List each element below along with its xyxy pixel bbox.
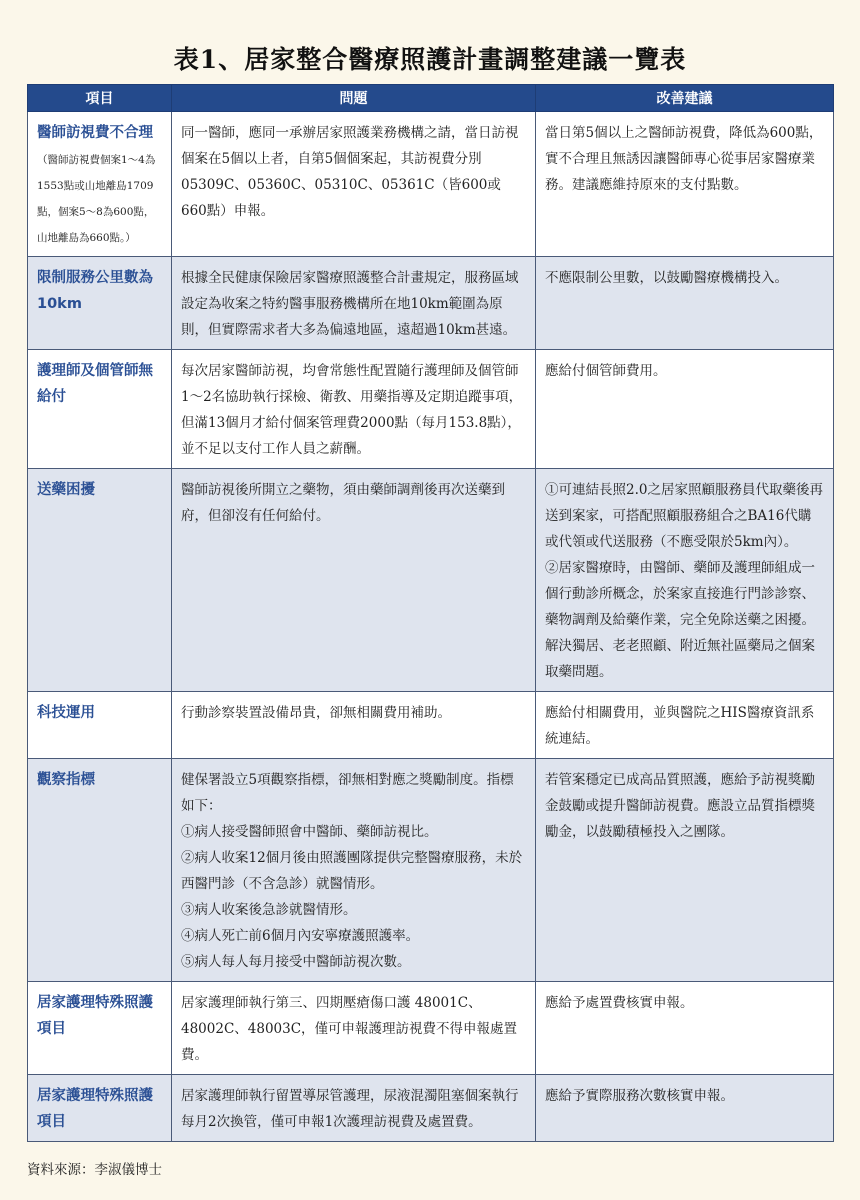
problem-text: 每次居家醫師訪視，均會常態性配置隨行護理師及個管師1～2名協助執行採檢、衛教、用藥指導及定期追蹤事項，但滿13個月才給付個案管理費2000點（每月153.8點），並不足以支付工作人員之薪酬。 <box>181 363 523 457</box>
header-item: 項目 <box>28 85 172 112</box>
problem-text: 根據全民健康保險居家醫療照護整合計畫規定，服務區域設定為收案之特約醫事服務機構所在地10km範圍為原則，但實際需求者大多為偏遠地區，遠超過10km甚遠。 <box>181 270 519 338</box>
item-label: 居家護理特殊照護項目 <box>37 995 153 1037</box>
problem-text: 醫師訪視後所開立之藥物，須由藥師調劑後再次送藥到府，但卻沒有任何給付。 <box>181 482 505 524</box>
item-label: 護理師及個管師無給付 <box>37 363 153 405</box>
problem-text: ②病人收案12個月後由照護團隊提供完整醫療服務，未於西醫門診（不含急診）就醫情形。 <box>181 850 523 892</box>
item-cell <box>28 1075 172 1142</box>
problem-text: ①病人接受醫師照會中醫師、藥師訪視比。 <box>181 824 438 840</box>
item-cell <box>28 112 172 257</box>
suggestion-cell <box>536 112 834 257</box>
header-suggestion: 改善建議 <box>536 85 834 112</box>
item-label: 送藥困擾 <box>37 482 95 498</box>
problem-cell <box>172 982 536 1075</box>
problem-cell <box>172 350 536 469</box>
suggestion-cell <box>536 1075 834 1142</box>
table-row <box>28 257 834 350</box>
suggestion-cell <box>536 350 834 469</box>
item-cell <box>28 350 172 469</box>
item-label: 觀察指標 <box>37 772 95 788</box>
table-row <box>28 1075 834 1142</box>
problem-cell <box>172 1075 536 1142</box>
item-cell <box>28 692 172 759</box>
item-note: （醫師訪視費個案1～4為1553點或山地離島1709點，個案5～8為600點，山地離島為660點。） <box>37 154 156 244</box>
problem-text: 同一醫師，應同一承辦居家照護業務機構之請，當日訪視個案在5個以上者，自第5個個案起，其訪視費分別05309C、05360C、05310C、05361C（皆600或660點）申報。 <box>181 125 519 219</box>
item-cell <box>28 982 172 1075</box>
suggestion-text: 若管案穩定已成高品質照護，應給予訪視獎勵金鼓勵或提升醫師訪視費。應設立品質指標獎勵金，以鼓勵積極投入之團隊。 <box>545 772 815 840</box>
table-row <box>28 759 834 982</box>
problem-cell <box>172 759 536 982</box>
problem-text: 行動診察裝置設備昂貴，卻無相關費用補助。 <box>181 705 451 721</box>
problem-text: ④病人死亡前6個月內安寧療護照護率。 <box>181 928 420 944</box>
suggestion-table <box>27 84 834 1142</box>
suggestion-text: 應給付個管師費用。 <box>545 363 667 379</box>
suggestion-cell <box>536 692 834 759</box>
suggestion-cell <box>536 469 834 692</box>
table-row <box>28 982 834 1075</box>
problem-cell <box>172 257 536 350</box>
problem-text: 健保署設立5項觀察指標，卻無相對應之獎勵制度。指標如下： <box>181 772 514 814</box>
suggestion-text: 不應限制公里數，以鼓勵醫療機構投入。 <box>545 270 788 286</box>
table-row <box>28 112 834 257</box>
problem-text: ③病人收案後急診就醫情形。 <box>181 902 357 918</box>
table-row <box>28 350 834 469</box>
suggestion-text: 應給予處置費核實申報。 <box>545 995 694 1011</box>
suggestion-text: 當日第5個以上之醫師訪視費，降低為600點，實不合理且無誘因讓醫師專心從事居家醫療業務。建議應維持原來的支付點數。 <box>545 125 823 193</box>
suggestion-cell <box>536 982 834 1075</box>
suggestion-text: ①可連結長照2.0之居家照顧服務員代取藥後再送到案家，可搭配照顧服務組合之BA16代購或代領或代送服務（不應受限於5km內）。 <box>545 482 823 550</box>
header-problem: 問題 <box>172 85 536 112</box>
problem-cell <box>172 692 536 759</box>
table-title: 表1、居家整合醫療照護計畫調整建議一覽表 <box>173 45 687 74</box>
problem-text: ⑤病人每人每月接受中醫師訪視次數。 <box>181 954 411 970</box>
suggestion-text: 應給予實際服務次數核實申報。 <box>545 1088 734 1104</box>
problem-cell <box>172 112 536 257</box>
suggestion-cell <box>536 759 834 982</box>
source-note: 資料來源：李淑儀博士 <box>27 1162 162 1178</box>
item-label: 科技運用 <box>37 705 95 721</box>
table-row <box>28 469 834 692</box>
suggestion-cell <box>536 257 834 350</box>
suggestion-text: 應給付相關費用，並與醫院之HIS醫療資訊系統連結。 <box>545 705 815 747</box>
problem-text: 居家護理師執行留置導尿管護理，尿液混濁阻塞個案執行每月2次換管，僅可申報1次護理訪視費及處置費。 <box>181 1088 519 1130</box>
item-cell <box>28 257 172 350</box>
header-row <box>28 85 834 112</box>
item-cell <box>28 469 172 692</box>
problem-cell <box>172 469 536 692</box>
table-row <box>28 692 834 759</box>
item-label: 限制服務公里數為10km <box>37 270 153 312</box>
item-cell <box>28 759 172 982</box>
suggestion-text: ②居家醫療時，由醫師、藥師及護理師組成一個行動診所概念，於案家直接進行門診診察、藥物調劑及給藥作業，完全免除送藥之困擾。解決獨居、老老照顧、附近無社區藥局之個案取藥問題。 <box>545 560 815 680</box>
problem-text: 居家護理師執行第三、四期壓瘡傷口護 48001C、48002C、48003C，僅可申報護理訪視費不得申報處置費。 <box>181 995 518 1063</box>
item-label: 醫師訪視費不合理 <box>37 125 153 141</box>
item-label: 居家護理特殊照護項目 <box>37 1088 153 1130</box>
